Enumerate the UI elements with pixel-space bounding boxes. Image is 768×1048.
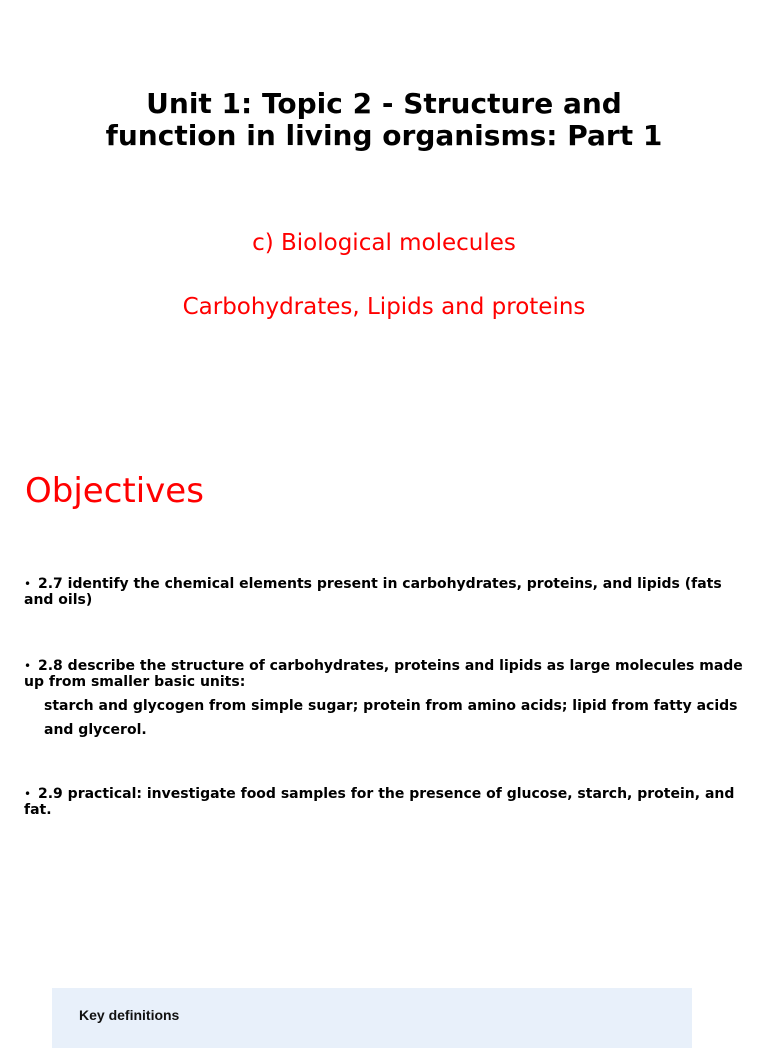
objective-text: 2.8 describe the structure of carbohydrates, proteins and lipids as large molecules made up from smaller basic units: [24,658,743,690]
objective-item [24,786,754,818]
objective-item [24,576,754,608]
section-subtitle: c) Biological molecules [252,230,516,256]
objective-item [24,658,754,742]
topics-subtitle: Carbohydrates, Lipids and proteins [182,294,586,320]
bullet-icon: • [24,787,32,801]
objective-detail: starch and glycogen from simple sugar; protein from amino acids; lipid from fatty acids and glycerol. [44,698,738,738]
page-title: Unit 1: Topic 2 - Structure and function in living organisms: Part 1 [105,87,663,152]
key-definitions-title: Key definitions [79,1007,180,1023]
bullet-icon: • [24,577,32,591]
objective-text: 2.7 identify the chemical elements present in carbohydrates, proteins, and lipids (fats and oils) [24,576,722,608]
bullet-icon: • [24,659,32,673]
objective-text: 2.9 practical: investigate food samples for the presence of glucose, starch, protein, and fat. [24,786,735,818]
key-definitions-box [52,988,692,1048]
objectives-heading: Objectives [25,471,204,511]
